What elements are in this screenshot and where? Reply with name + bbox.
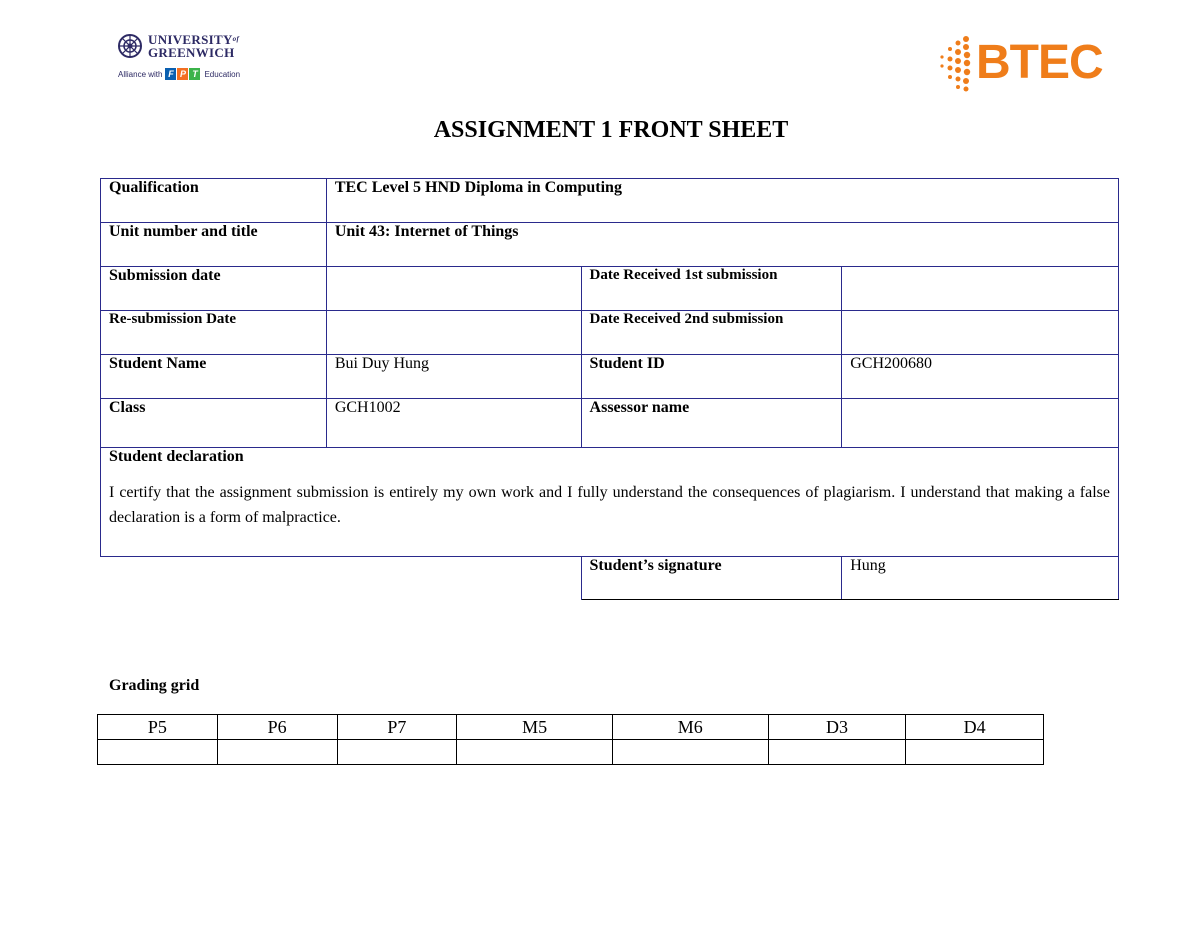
grade-cell-p6[interactable] [217, 740, 337, 765]
date-received-1-label: Date Received 1st submission [581, 267, 842, 311]
grade-cell-d3[interactable] [768, 740, 906, 765]
student-name-field[interactable]: Bui Duy Hung [326, 355, 581, 399]
grade-header-m6: M6 [612, 715, 768, 740]
grading-grid-label: Grading grid [109, 677, 200, 694]
class-field[interactable]: GCH1002 [326, 399, 581, 448]
student-id-field[interactable]: GCH200680 [842, 355, 1119, 399]
btec-dots-icon [936, 33, 976, 93]
signature-spacer [101, 557, 327, 600]
signature-field[interactable]: Hung [842, 557, 1119, 600]
grade-header-d4: D4 [906, 715, 1044, 740]
grade-cell-p5[interactable] [98, 740, 218, 765]
grading-grid [97, 714, 1044, 765]
class-row [101, 399, 1119, 448]
grade-cell-d4[interactable] [906, 740, 1044, 765]
grade-header-p6: P6 [217, 715, 337, 740]
unit-row [101, 223, 1119, 267]
university-name: $UNIVERSITY^{of}$ GREENWICH [148, 32, 240, 60]
date-received-2-label: Date Received 2nd submission [581, 311, 842, 355]
declaration-row [101, 448, 1119, 557]
resubmission-row [101, 311, 1119, 355]
grade-header-p7: P7 [337, 715, 457, 740]
assessor-field[interactable] [842, 399, 1119, 448]
submission-date-label: Submission date [101, 267, 327, 311]
declaration-label: Student declaration [109, 448, 244, 465]
unit-label: Unit number and title [101, 223, 327, 267]
fpt-logo: F P T [165, 68, 201, 80]
student-id-label: Student ID [581, 355, 842, 399]
unit-value: Unit 43: Internet of Things [326, 223, 1118, 267]
grade-cell-p7[interactable] [337, 740, 457, 765]
signature-spacer-2 [326, 557, 581, 600]
qualification-value: TEC Level 5 HND Diploma in Computing [326, 179, 1118, 223]
grade-cell-m5[interactable] [457, 740, 613, 765]
class-label: Class [101, 399, 327, 448]
submission-date-field[interactable] [326, 267, 581, 311]
assessor-label: Assessor name [581, 399, 842, 448]
grading-value-row [98, 740, 1044, 765]
student-name-label: Student Name [101, 355, 327, 399]
page-title: ASSIGNMENT 1 FRONT SHEET [433, 117, 789, 143]
date-received-2-field[interactable] [842, 311, 1119, 355]
student-row [101, 355, 1119, 399]
btec-logo: BTEC [936, 33, 1122, 93]
date-received-1-field[interactable] [842, 267, 1119, 311]
declaration-cell [101, 448, 1119, 557]
grading-header-row [98, 715, 1044, 740]
grade-header-p5: P5 [98, 715, 218, 740]
submission-date-row [101, 267, 1119, 311]
resubmission-label: Re-submission Date [101, 311, 327, 355]
grade-header-d3: D3 [768, 715, 906, 740]
university-of-greenwich-logo [118, 33, 258, 93]
declaration-text: I certify that the assignment submission is entirely my own work and I fully understand the consequences of plagiarism. I understand that making a false declaration is a form of malpractice. [109, 484, 1110, 526]
alliance-with-fpt: Alliance with F P T Education [118, 69, 241, 79]
signature-label: Student’s signature [581, 557, 842, 600]
qualification-label: Qualification [101, 179, 327, 223]
resubmission-date-field[interactable] [326, 311, 581, 355]
grade-cell-m6[interactable] [612, 740, 768, 765]
grade-header-m5: M5 [457, 715, 613, 740]
university-seal-icon [118, 34, 142, 58]
front-sheet-table [100, 178, 1119, 600]
signature-row [101, 557, 1119, 600]
qualification-row [101, 179, 1119, 223]
